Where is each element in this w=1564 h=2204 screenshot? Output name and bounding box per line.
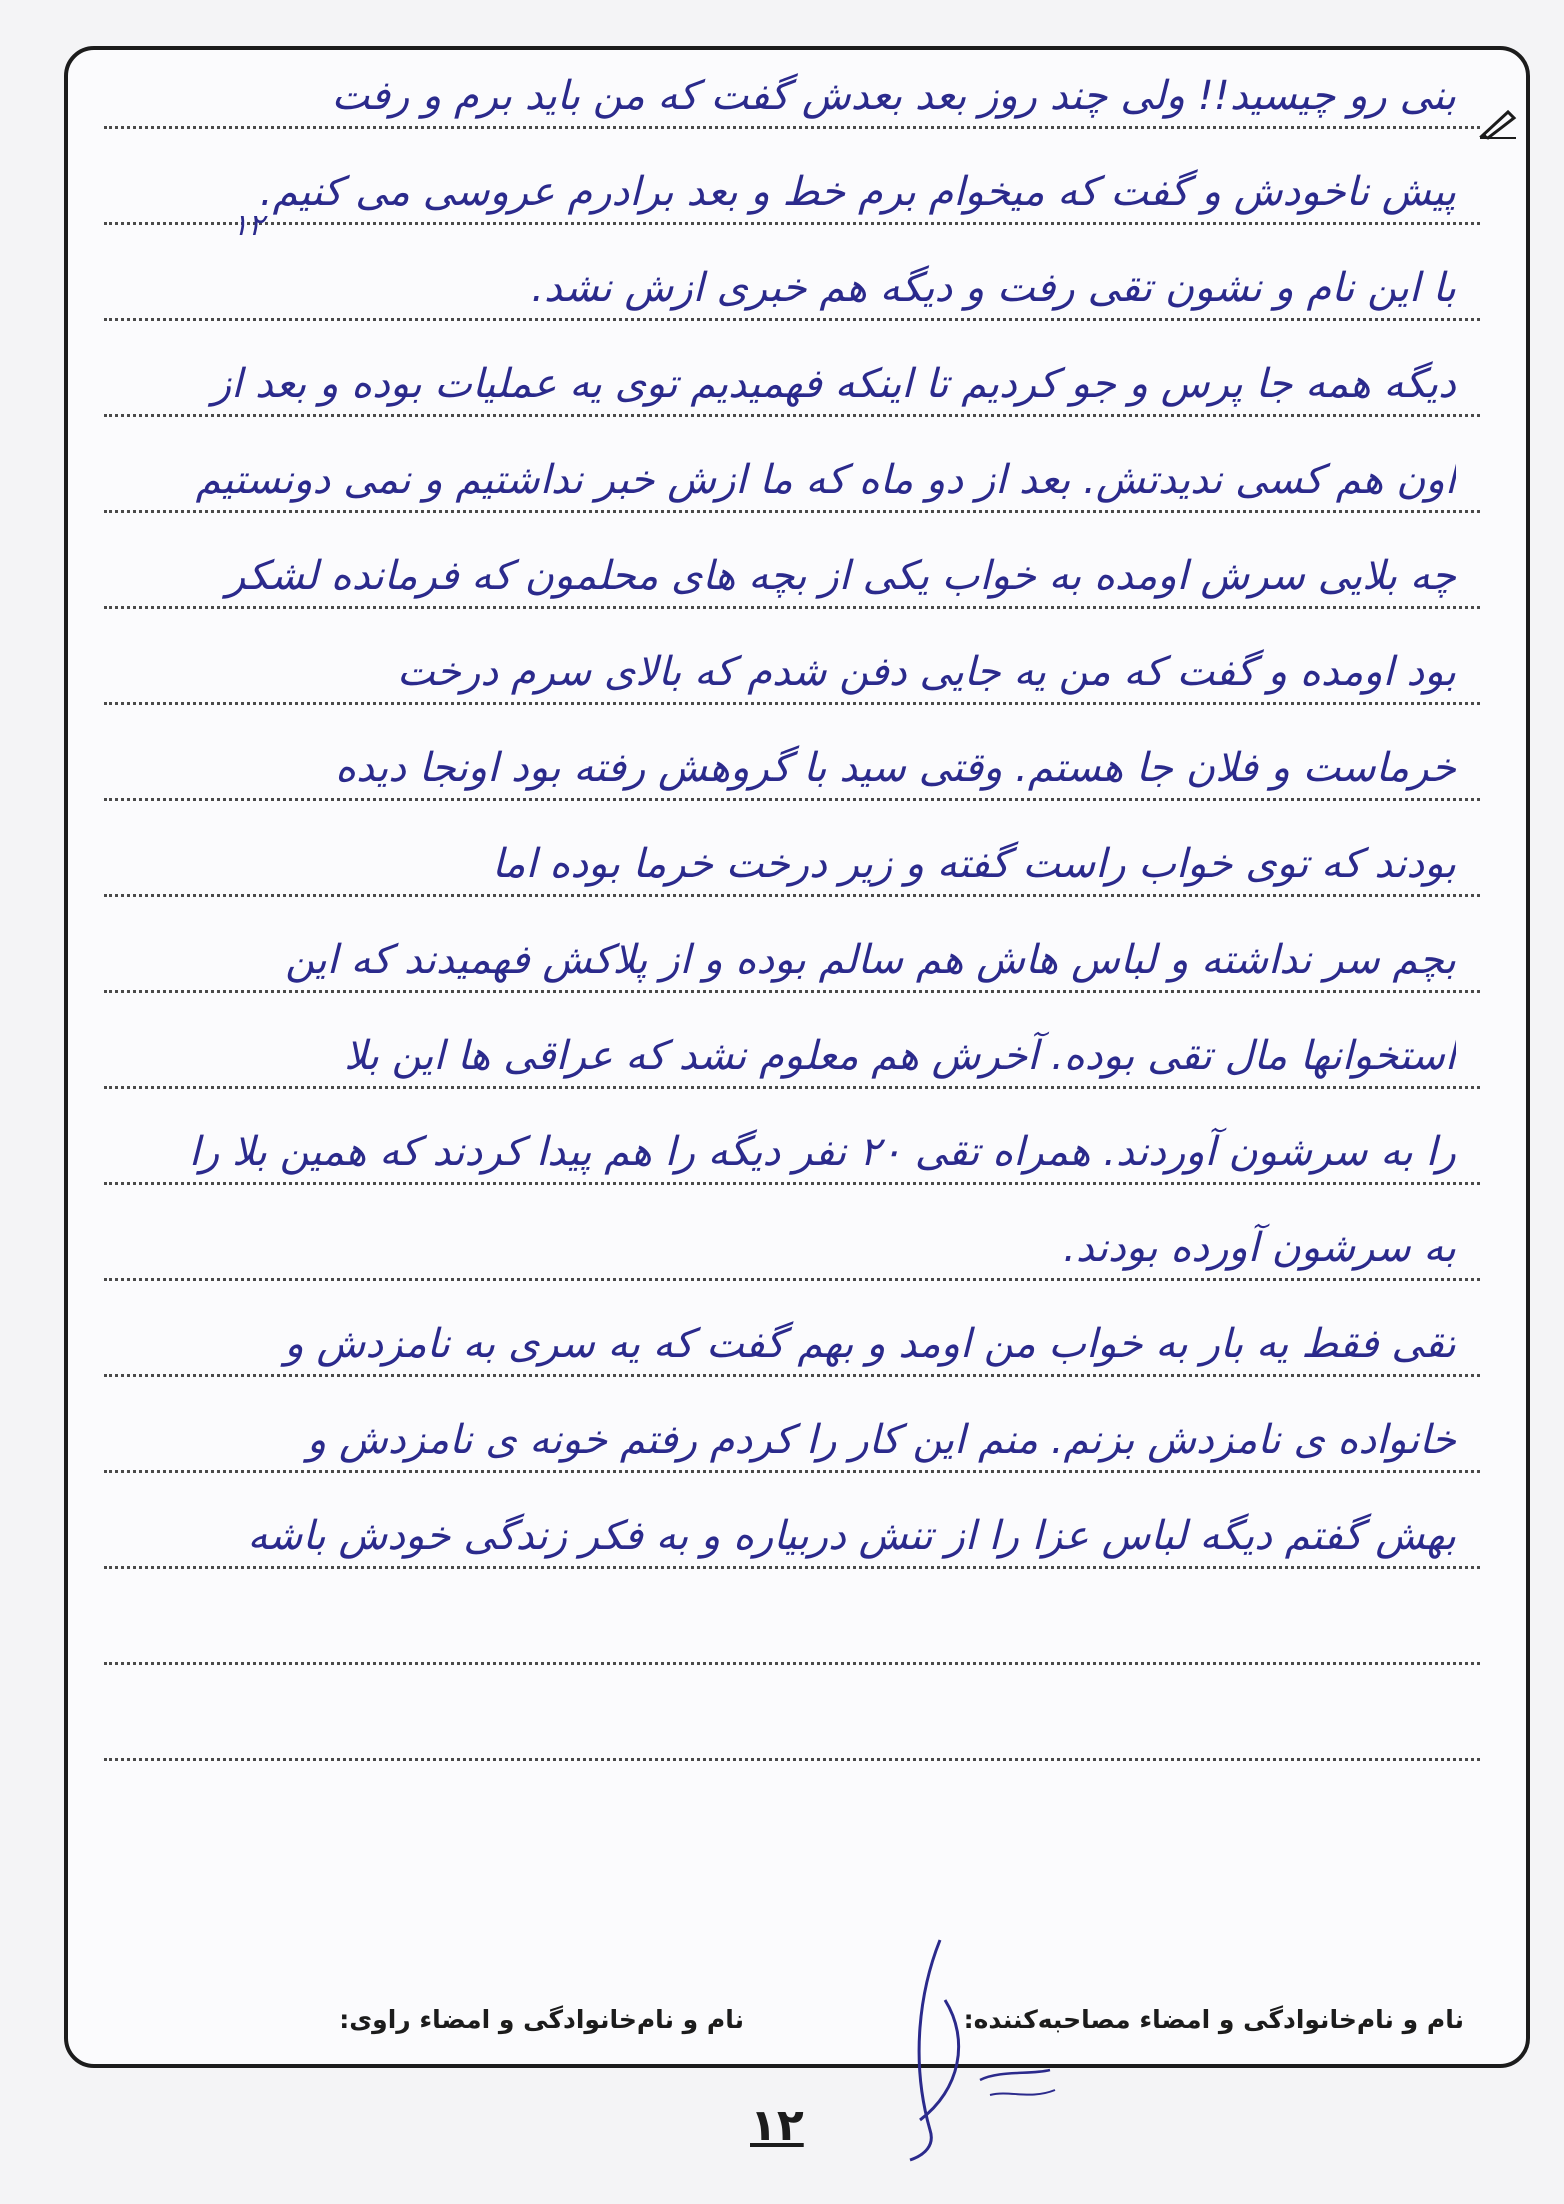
ruled-line	[104, 222, 1480, 225]
ruled-line	[104, 1566, 1480, 1569]
page-mark: ۱۲	[232, 208, 265, 243]
ruled-line	[104, 606, 1480, 609]
ruled-line	[104, 1182, 1480, 1185]
interviewer-label: نام و نام‌خانوادگی و امضاء مصاحبه‌کننده:	[963, 2005, 1464, 2034]
handwritten-line: را به سرشون آوردند. همراه تقی ۲۰ نفر دیگه را هم پیدا کردند که همین بلا را	[188, 1129, 1456, 1175]
handwritten-line: با این نام و نشون تقی رفت و دیگه هم خبری ازش نشد.	[531, 265, 1456, 311]
ruled-line	[104, 414, 1480, 417]
ruled-line	[104, 1278, 1480, 1281]
handwritten-line: اون هم کسی ندیدتش. بعد از دو ماه که ما ازش خبر نداشتیم و نمی دونستیم	[195, 457, 1456, 503]
ruled-line	[104, 318, 1480, 321]
ruled-line	[104, 1470, 1480, 1473]
handwritten-line: بنی رو چیسید!! ولی چند روز بعد بعدش گفت که من باید برم و رفت	[331, 73, 1456, 119]
handwritten-line: پیش ناخودش و گفت که میخوام برم خط و بعد برادرم عروسی می کنیم.	[259, 169, 1456, 215]
handwritten-line: خرماست و فلان جا هستم. وقتی سید با گروهش رفته بود اونجا دیده	[335, 745, 1456, 791]
handwritten-line: خانواده ی نامزدش بزنم. منم این کار را کردم رفتم خونه ی نامزدش و	[307, 1417, 1456, 1463]
handwritten-line: بودند که توی خواب راست گفته و زیر درخت خرما بوده اما	[491, 841, 1456, 887]
page-number: ۱۲	[750, 2100, 804, 2151]
handwritten-line: چه بلایی سرش اومده به خواب یکی از بچه های محلمون که فرمانده لشکر	[226, 553, 1456, 599]
ruled-line	[104, 894, 1480, 897]
ruled-line	[104, 990, 1480, 993]
handwritten-line: بچم سر نداشته و لباس هاش هم سالم بوده و از پلاکش فهمیدند که این	[285, 937, 1456, 983]
signature	[880, 1930, 1100, 2170]
handwritten-line: استخوانها مال تقی بوده. آخرش هم معلوم نشد که عراقی ها این بلا	[344, 1033, 1456, 1079]
ruled-line	[104, 1758, 1480, 1761]
ruled-line	[104, 126, 1480, 129]
ruled-line	[104, 1374, 1480, 1377]
ruled-line	[104, 702, 1480, 705]
ruled-line	[104, 510, 1480, 513]
ruled-line	[104, 1662, 1480, 1665]
handwritten-line: بهش گفتم دیگه لباس عزا را از تنش دربیاره و به فکر زندگی خودش باشه	[247, 1513, 1456, 1559]
handwritten-line: دیگه همه جا پرس و جو کردیم تا اینکه فهمیدیم توی یه عملیات بوده و بعد از	[211, 361, 1456, 407]
ruled-line	[104, 798, 1480, 801]
handwritten-line: بود اومده و گفت که من یه جایی دفن شدم که بالای سرم درخت	[397, 649, 1456, 695]
handwritten-line: تقی فقط یه بار به خواب من اومد و بهم گفت که یه سری به نامزدش و	[284, 1321, 1456, 1367]
handwritten-line: به سرشون آورده بودند.	[1063, 1225, 1456, 1271]
ruled-line	[104, 1086, 1480, 1089]
narrator-label: نام و نام‌خانوادگی و امضاء راوی:	[339, 2005, 744, 2034]
